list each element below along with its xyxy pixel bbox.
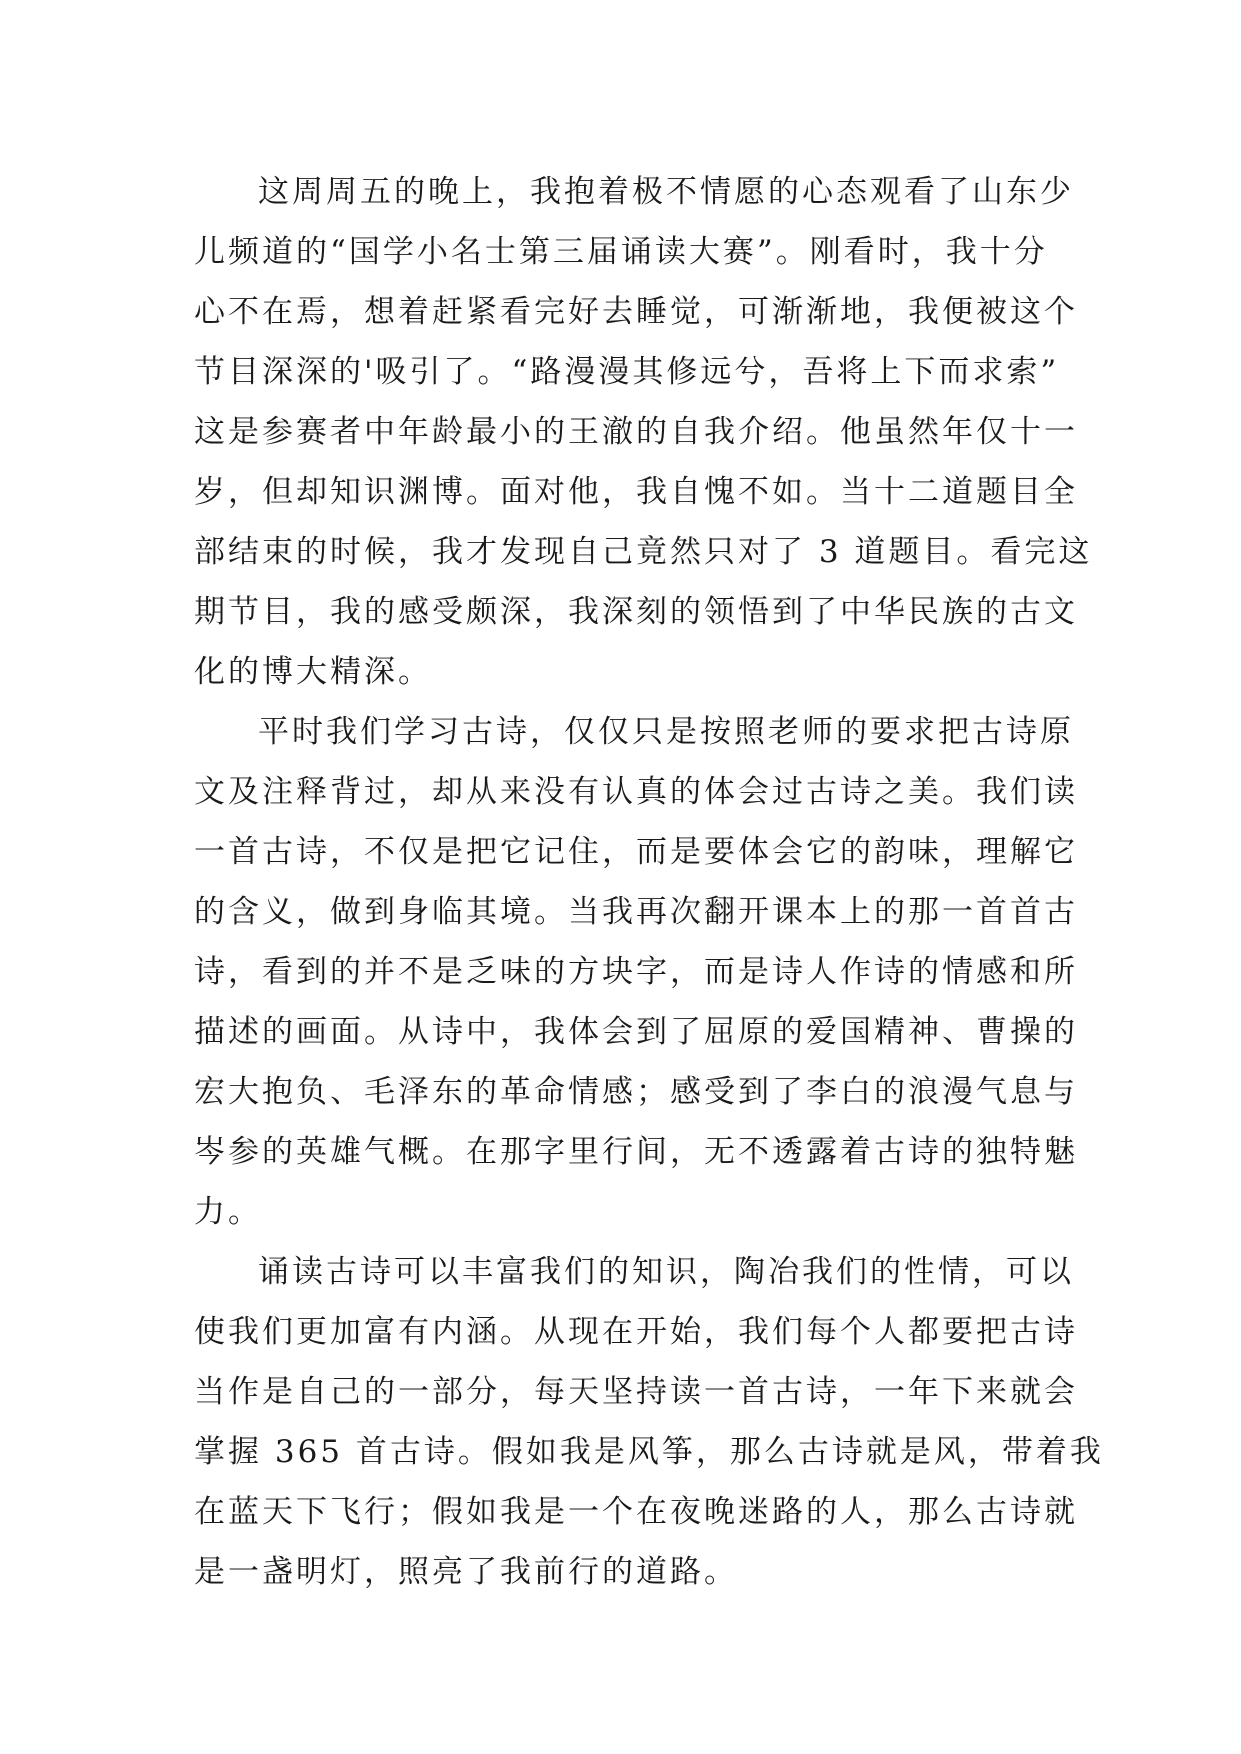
paragraph-1-line-2: 儿频道的“国学小名士第三届诵读大赛”。刚看时，我十分 (194, 234, 1048, 270)
paragraph-3-line-5: 在蓝天下飞行；假如我是一个在夜晚迷路的人，那么古诗就 (194, 1494, 1078, 1530)
paragraph-3-line-4: 掌握 365 首古诗。假如我是风筝，那么古诗就是风，带着我 (194, 1434, 1104, 1470)
paragraph-1-line-1: 这周周五的晚上，我抱着极不情愿的心态观看了山东少 (258, 174, 1074, 210)
paragraph-2-line-8: 岑参的英雄气概。在那字里行间，无不透露着古诗的独特魅 (194, 1134, 1078, 1170)
paragraph-2-line-2: 文及注释背过，却从来没有认真的体会过古诗之美。我们读 (194, 774, 1078, 810)
paragraph-1-line-7: 部结束的时候，我才发现自己竟然只对了 3 道题目。看完这 (194, 534, 1093, 570)
paragraph-3-line-1: 诵读古诗可以丰富我们的知识，陶冶我们的性情，可以 (258, 1254, 1074, 1290)
paragraph-2-line-4: 的含义，做到身临其境。当我再次翻开课本上的那一首首古 (194, 894, 1078, 930)
paragraph-2 (194, 702, 1078, 1242)
paragraph-1-line-8: 期节目，我的感受颇深，我深刻的领悟到了中华民族的古文 (194, 594, 1078, 630)
paragraph-3 (194, 1242, 1104, 1602)
paragraph-1-line-6: 岁，但却知识渊博。面对他，我自愧不如。当十二道题目全 (194, 474, 1078, 510)
paragraph-2-line-1: 平时我们学习古诗，仅仅只是按照老师的要求把古诗原 (258, 714, 1074, 750)
paragraph-3-line-3: 当作是自己的一部分，每天坚持读一首古诗，一年下来就会 (194, 1374, 1078, 1410)
paragraph-2-line-6: 描述的画面。从诗中，我体会到了屈原的爱国精神、曹操的 (194, 1014, 1078, 1050)
paragraph-1-line-3: 心不在焉，想着赶紧看完好去睡觉，可渐渐地，我便被这个 (194, 294, 1078, 330)
paragraph-3-line-6: 是一盏明灯，照亮了我前行的道路。 (194, 1554, 738, 1590)
paragraph-1-line-5: 这是参赛者中年龄最小的王澈的自我介绍。他虽然年仅十一 (194, 414, 1078, 450)
essay-body (194, 162, 1104, 1602)
paragraph-1 (194, 162, 1093, 702)
paragraph-2-line-5: 诗，看到的并不是乏味的方块字，而是诗人作诗的情感和所 (194, 954, 1078, 990)
paragraph-1-line-9: 化的博大精深。 (194, 654, 432, 690)
paragraph-2-line-3: 一首古诗，不仅是把它记住，而是要体会它的韵味，理解它 (194, 834, 1078, 870)
paragraph-1-line-4: 节目深深的'吸引了。“路漫漫其修远兮，吾将上下而求索” (194, 354, 1060, 390)
paragraph-3-line-2: 使我们更加富有内涵。从现在开始，我们每个人都要把古诗 (194, 1314, 1078, 1350)
paragraph-2-line-7: 宏大抱负、毛泽东的革命情感；感受到了李白的浪漫气息与 (194, 1074, 1078, 1110)
paragraph-2-line-9: 力。 (194, 1194, 262, 1230)
